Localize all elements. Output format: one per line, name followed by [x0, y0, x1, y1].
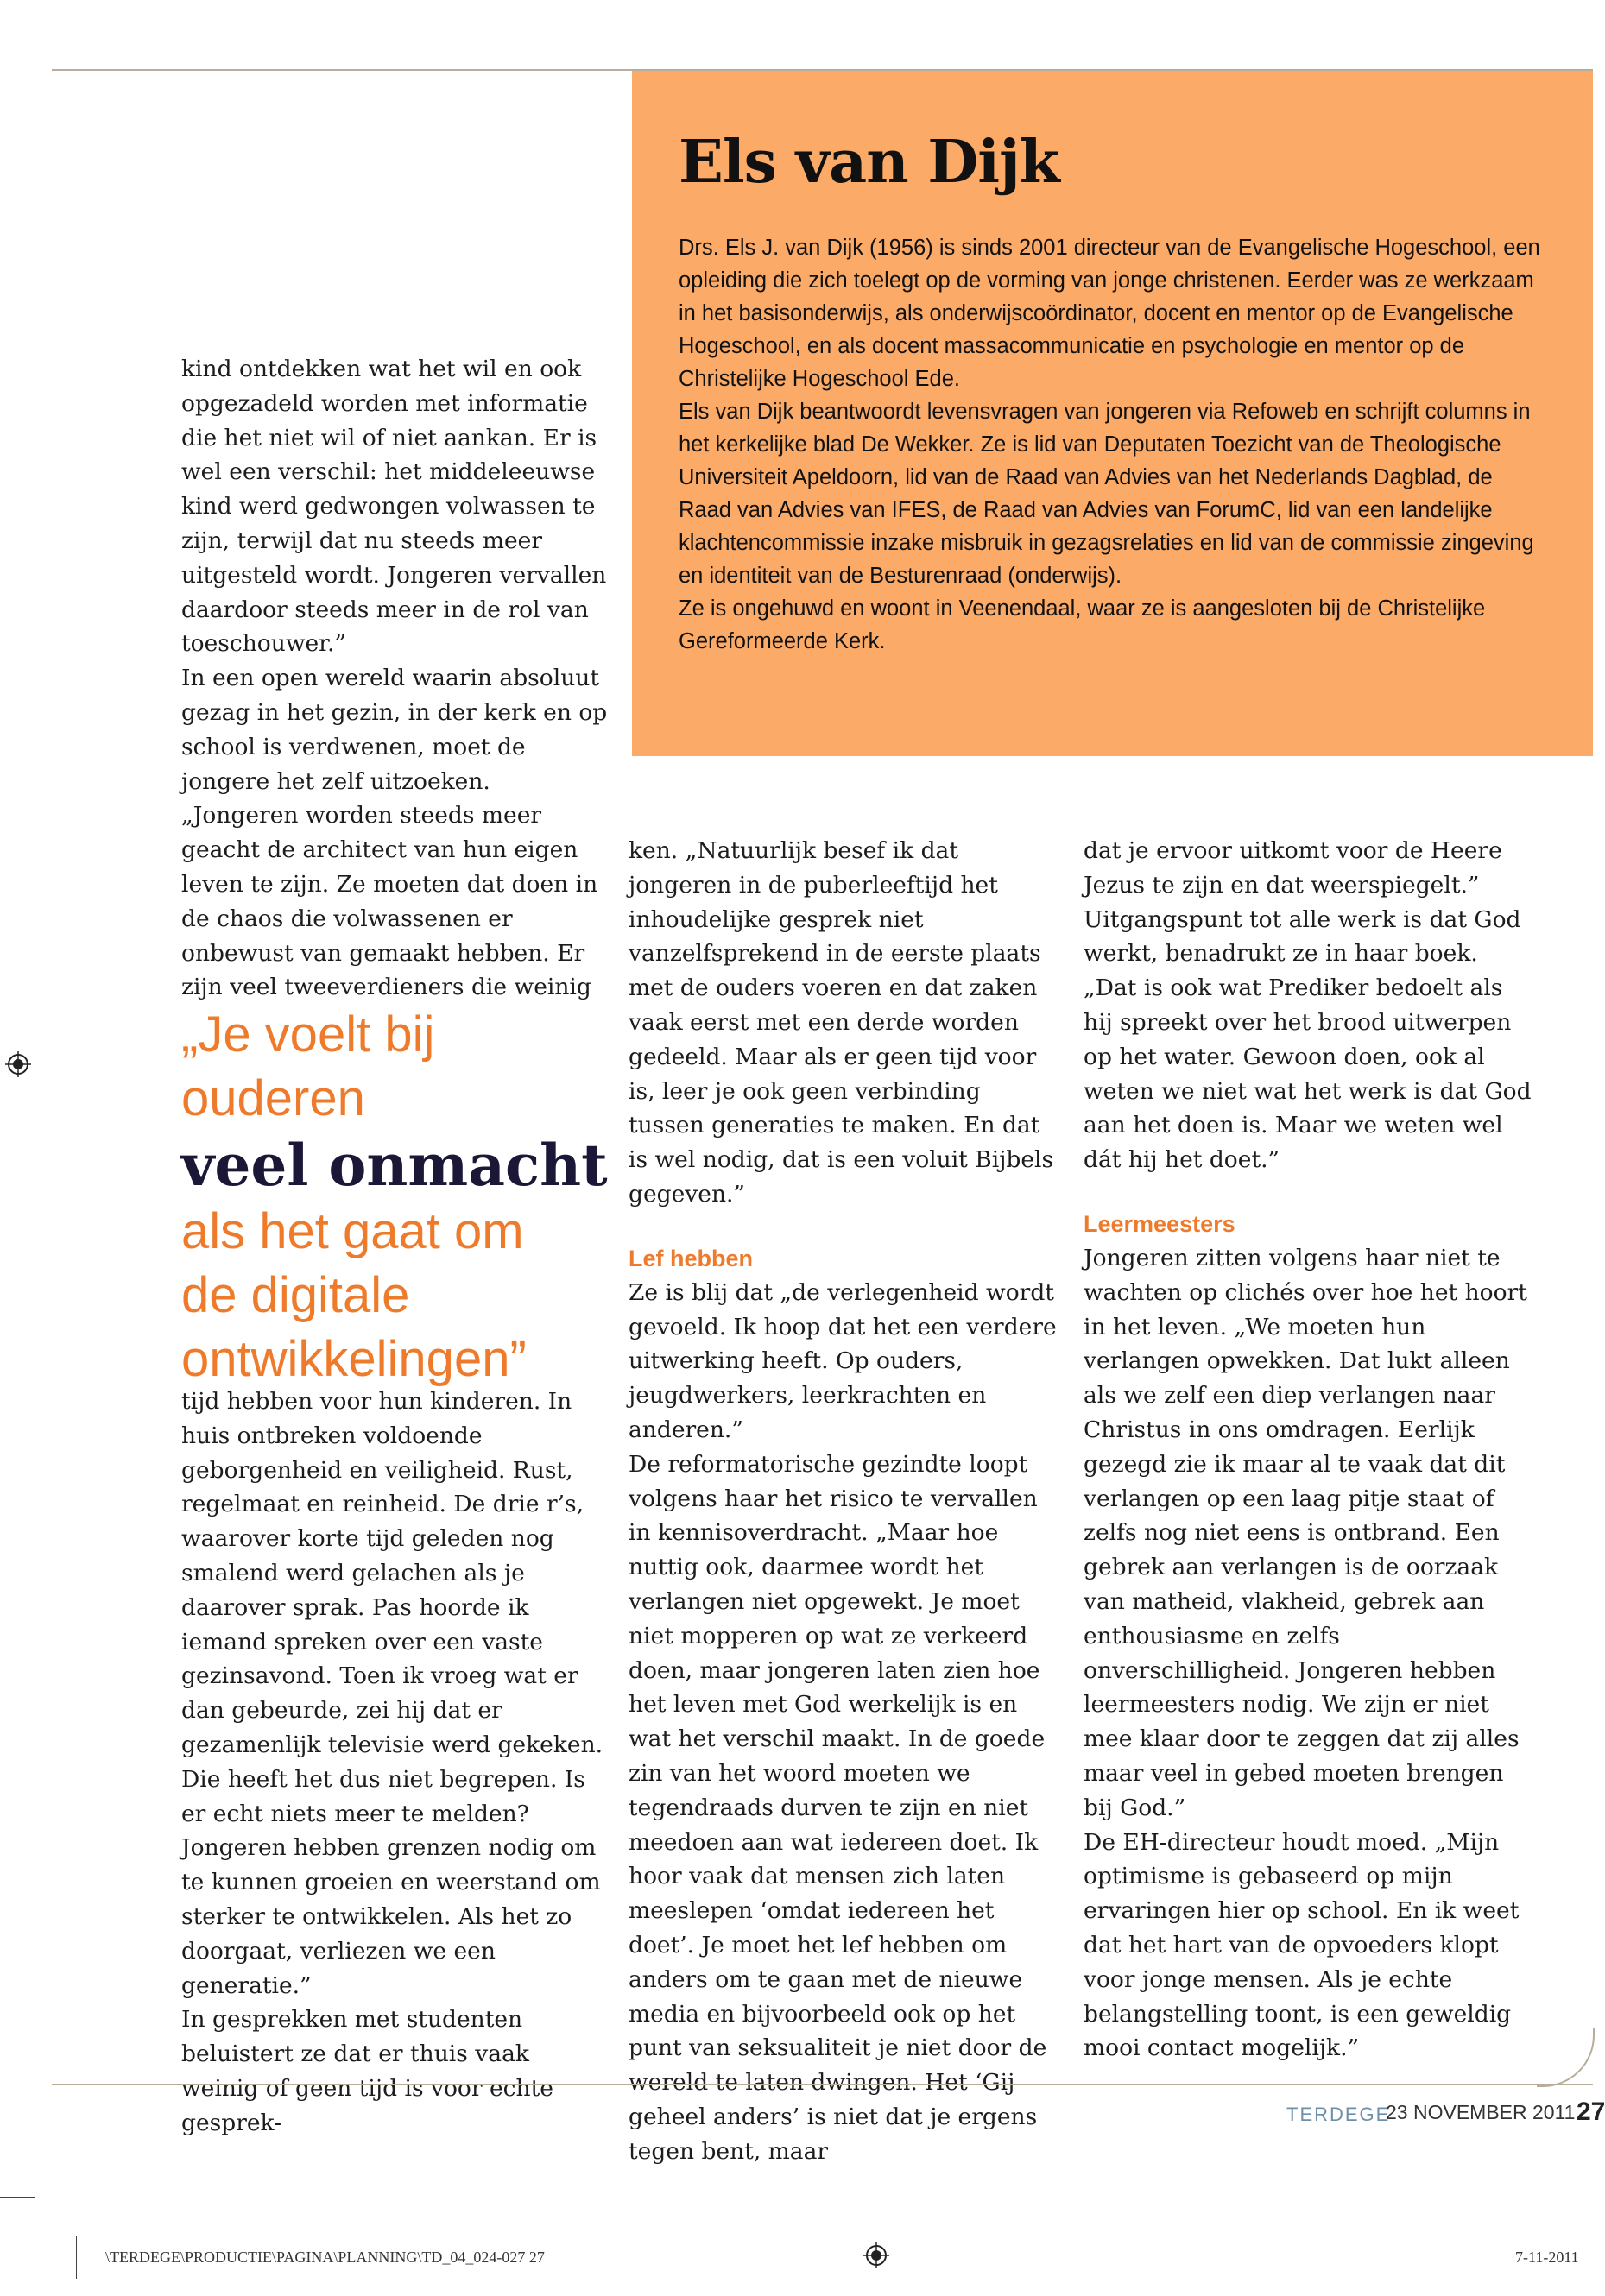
pull-quote-bold: veel onmacht — [181, 1132, 608, 1199]
crop-mark — [76, 2236, 77, 2279]
body-paragraph: De EH-directeur houdt moed. „Mijn optimisme is gebaseerd op mijn ervaringen hier op school. En ik weet dat het hart van de opvoeders klopt voor jonge mensen. Als je echte belangstelling toont, is een geweldig mooi contact mogelijk.” — [1084, 1828, 1520, 2062]
slug-date: 7-11-2011 — [1515, 2249, 1579, 2266]
pull-quote-line: ontwikkelingen” — [181, 1331, 527, 1387]
column-1-bottom — [181, 1385, 613, 2141]
registration-mark-icon — [863, 2242, 889, 2268]
column-1-top — [181, 352, 613, 1005]
body-paragraph: Jongeren zitten volgens haar niet te wachten op clichés over hoe het hoort in het leven. „We moeten hun verlangen opwekken. Dat lukt alleen als we zelf een diep verlangen naar Christus in ons omdragen. Eerlijk gezegd zie ik maar al te vaak dat dit verlangen op een laag pitje staat of zelfs nog niet eens is ontbrand. Een gebrek aan verlangen is de oorzaak van matheid, vlakheid, gebrek aan enthousiasme en zelfs onverschilligheid. Jongeren hebben leermeesters nodig. We zijn er niet mee klaar door te zeggen dat zij alles maar veel in gebed moeten brengen bij God.” — [1084, 1244, 1527, 1821]
body-paragraph: In gesprekken met studenten beluistert ze dat er thuis vaak weinig of geen tijd is voor echte gesprek- — [181, 2006, 553, 2136]
pull-quote-line: als het gaat om — [181, 1203, 524, 1259]
registration-mark-icon — [5, 1051, 31, 1077]
pull-quote-line: „Je voelt bij ouderen — [181, 1006, 435, 1126]
column-3 — [1084, 834, 1532, 2066]
subhead-lef-hebben: Lef hebben — [629, 1245, 754, 1271]
bio-paragraph: Ze is ongehuwd en woont in Veenendaal, waar ze is aangesloten bij de Christelijke Gereformeerde Kerk. — [679, 596, 1486, 653]
bio-paragraph: Els van Dijk beantwoordt levensvragen van jongeren via Refoweb en schrijft columns in het kerkelijke blad De Wekker. Ze is lid van Deputaten Toezicht van de Theologische Universiteit Apeldoorn, lid van de Raad van Advies van het Nederlands Dagblad, de Raad van Advies van IFES, de Raad van Advies van ForumC, lid van een landelijke klachtencommissie inzake misbruik in gezagsrelaties en lid van de commissie zingeving en identiteit van de Besturenraad (onderwijs). — [679, 400, 1534, 588]
corner-curve — [1537, 2028, 1595, 2087]
footer-magazine: TERDEGE — [1286, 2104, 1391, 2125]
footer-date: 23 NOVEMBER 2011 — [1386, 2101, 1576, 2123]
subhead-leermeesters: Leermeesters — [1084, 1210, 1235, 1237]
bottom-rule — [52, 2084, 1593, 2085]
column-2 — [629, 834, 1060, 2168]
body-paragraph: In een open wereld waarin absoluut gezag in het gezin, in der kerk en op school is verdwenen, moet de jongere het zelf uitzoeken. „Jongeren worden steeds meer geacht de architect van hun eigen leven te zijn. Ze moeten dat doen in de chaos die volwassenen er onbewust van gemaakt hebben. Er zijn veel tweeverdieners die weinig — [181, 665, 608, 1001]
body-paragraph: De reformatorische gezindte loopt volgens haar het risico te vervallen in kennisoverdracht. „Maar hoe nuttig ook, daarmee wordt het verlangen niet opgewekt. Je moet niet mopperen op wat ze verkeerd doen, maar jongeren laten zien hoe het leven met God werkelijk is en wat het verschil maakt. In de goede zin van het woord moeten we tegendraads durven te zijn en niet meedoen aan wat iedereen doet. Ik hoor vaak dat mensen zich laten meeslepen ‘omdat iedereen het doet’. Je moet het lef hebben om anders om te gaan met de nieuwe media en bijvoorbeeld ook op het punt van seksualiteit je niet door de wereld te laten dwingen. Het ‘Gij geheel anders’ is niet dat je ergens tegen bent, maar — [629, 1450, 1047, 2165]
bio-text — [679, 231, 1551, 658]
body-paragraph: tijd hebben voor hun kinderen. In huis ontbreken voldoende geborgenheid en veiligheid. Rust, regelmaat en reinheid. De drie r’s, waarover korte tijd geleden nog smalend werd gelachen als je daarover sprak. Pas hoorde ik iemand spreken over een vaste gezinsavond. Toen ik vroeg wat er dan gebeurde, zei hij dat er gezamenlijk televisie werd gekeken. Die heeft het dus niet begrepen. Is er echt niets meer te melden? Jongeren hebben grenzen nodig om te kunnen groeien en weerstand om sterker te ontwikkelen. Als het zo doorgaat, verliezen we een generatie.” — [181, 1388, 603, 1999]
slug-path: \TERDEGE\PRODUCTIE\PAGINA\PLANNING\TD_04_024-027 27 — [105, 2249, 545, 2266]
body-paragraph: Ze is blij dat „de verlegenheid wordt gevoeld. Ik hoop dat het een verdere uitwerking heeft. Op ouders, jeugdwerkers, leerkrachten en anderen.” — [629, 1278, 1057, 1443]
body-paragraph: dat je ervoor uitkomt voor de Heere Jezus te zijn en dat weerspiegelt.” Uitgangspunt tot alle werk is dat God werkt, benadrukt ze in haar boek. „Dat is ook wat Prediker bedoelt als hij spreekt over het brood uitwerpen op het water. Gewoon doen, ook al weten we niet wat het werk is dat God aan het doen is. Maar we weten wel dát hij het doet.” — [1084, 837, 1532, 1174]
pull-quote — [181, 1003, 630, 1391]
body-paragraph: kind ontdekken wat het wil en ook opgezadeld worden met informatie die het niet wil of niet aankan. Er is wel een verschil: het middeleeuwse kind werd gedwongen volwassen te zijn, terwijl dat nu steeds meer uitgesteld wordt. Jongeren vervallen daardoor steeds meer in de rol van toeschouwer.” — [181, 356, 607, 658]
bio-paragraph: Drs. Els J. van Dijk (1956) is sinds 2001 directeur van de Evangelische Hogeschool, een opleiding die zich toelegt op de vorming van jonge christenen. Eerder was ze werkzaam in het basisonderwijs, als onderwijscoördinator, docent en mentor op de Evangelische Hogeschool, en als docent massacommunicatie en psychologie en mentor op de Christelijke Hogeschool Ede. — [679, 236, 1540, 391]
pull-quote-line: de digitale — [181, 1267, 410, 1323]
crop-mark — [0, 2197, 35, 2198]
page-number: 27 — [1577, 2097, 1605, 2126]
bio-title: Els van Dijk — [679, 128, 1059, 197]
body-paragraph: ken. „Natuurlijk besef ik dat jongeren in de puberleeftijd het inhoudelijke gesprek niet vanzelfsprekend in de eerste plaats met de ouders voeren en dat zaken vaak eerst met een derde worden gedeeld. Maar als er geen tijd voor is, leer je ook geen verbinding tussen generaties te maken. En dat is wel nodig, dat is een voluit Bijbels gegeven.” — [629, 837, 1054, 1208]
